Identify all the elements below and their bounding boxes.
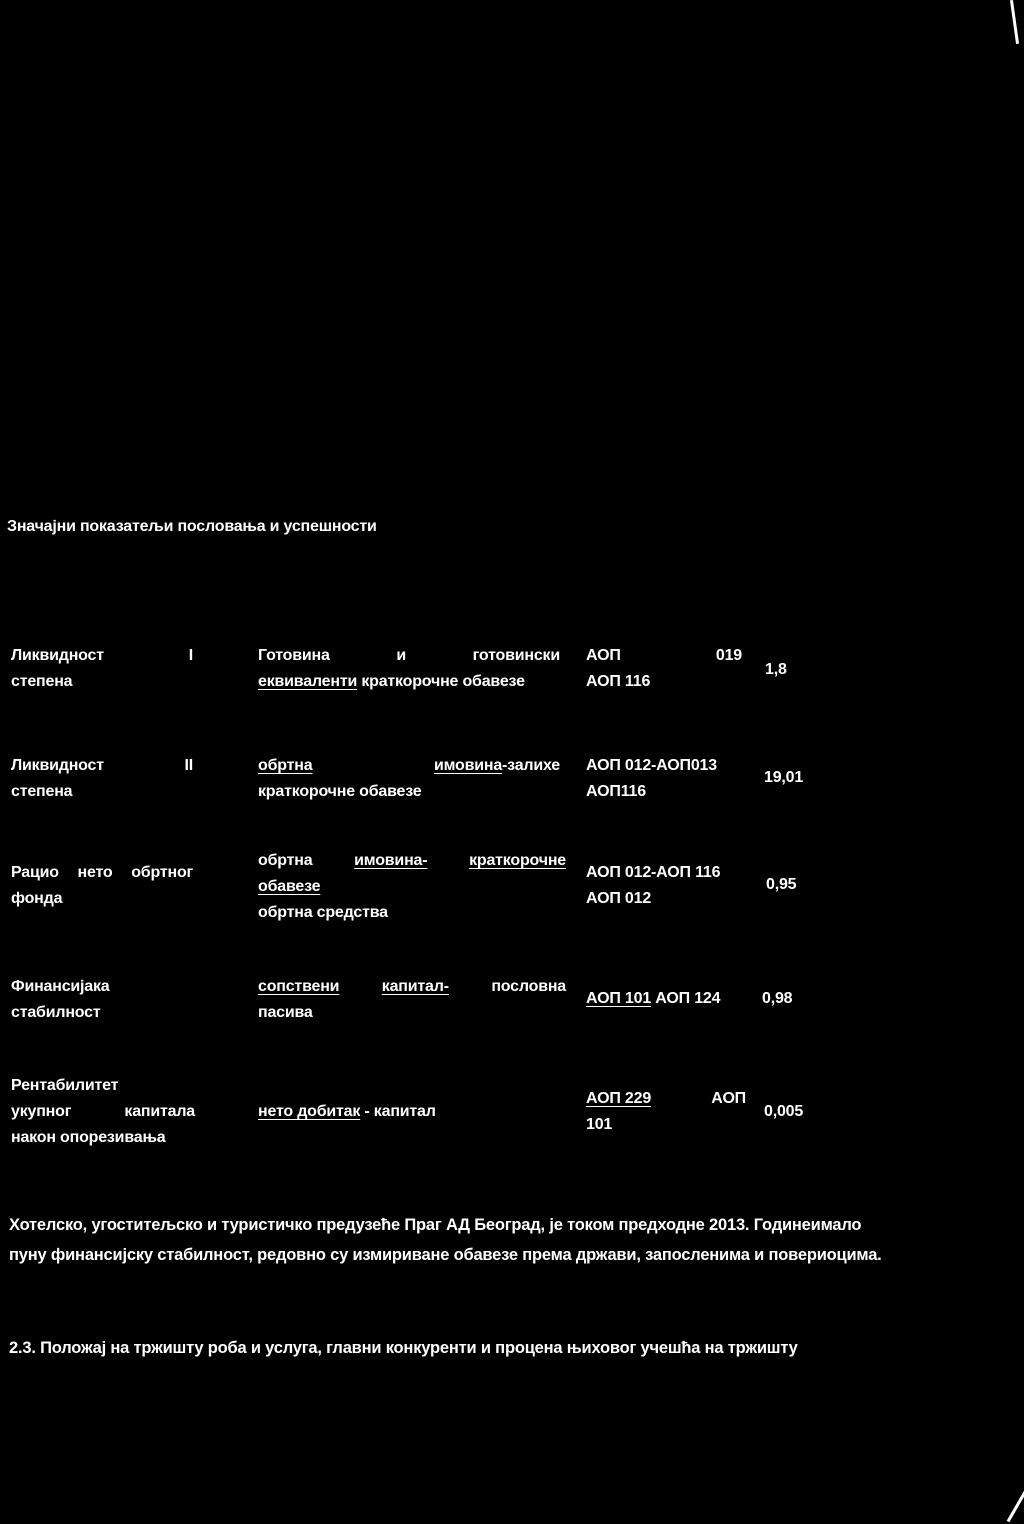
text: имовина bbox=[433, 757, 503, 774]
indicator-value: 19,01 bbox=[764, 769, 804, 786]
indicator-name-line1: Рентабилитет bbox=[11, 1077, 119, 1094]
aop-line2: 101 bbox=[586, 1116, 613, 1133]
text: -залихе bbox=[502, 757, 560, 774]
indicator-name-line2: степена bbox=[11, 673, 73, 690]
text: АОП bbox=[586, 647, 621, 664]
text: Готовина bbox=[258, 647, 330, 664]
aop-line1: АОП 012-АОП013 bbox=[586, 757, 717, 774]
text: обртна bbox=[258, 757, 313, 774]
text: II bbox=[184, 757, 193, 774]
aop-line1: АОП 012-АОП 116 bbox=[586, 864, 721, 881]
text: укупног bbox=[11, 1103, 72, 1120]
text: капитала bbox=[124, 1103, 195, 1120]
formula-line2: обавезе bbox=[258, 878, 321, 895]
aop-line bbox=[586, 990, 720, 1008]
indicator-name-line2: фонда bbox=[11, 890, 63, 907]
indicator-name-line1 bbox=[11, 864, 193, 882]
text: обртна bbox=[258, 852, 313, 869]
formula-line2: краткорочне обавезе bbox=[258, 783, 422, 800]
text: готовински bbox=[472, 647, 560, 664]
formula-line3: обртна средства bbox=[258, 904, 388, 921]
formula-line1 bbox=[258, 852, 566, 870]
text: обртног bbox=[131, 864, 193, 881]
text: пословна bbox=[491, 978, 566, 995]
text: АОП 124 bbox=[655, 990, 721, 1007]
formula-line bbox=[258, 1103, 436, 1121]
text: нето добитак bbox=[258, 1103, 361, 1120]
formula-line1 bbox=[258, 978, 566, 996]
text: АОП 101 bbox=[586, 990, 652, 1007]
indicator-name-line1 bbox=[11, 647, 193, 665]
formula-line1 bbox=[258, 647, 560, 665]
indicator-value: 0,98 bbox=[762, 990, 793, 1007]
indicator-value: 1,8 bbox=[765, 661, 787, 678]
indicator-name-line2: стабилност bbox=[11, 1004, 101, 1021]
text: Ликвидност bbox=[11, 647, 104, 664]
indicator-name-line1 bbox=[11, 757, 193, 775]
indicator-value: 0,005 bbox=[764, 1103, 804, 1120]
text: имовина- bbox=[354, 852, 428, 869]
text: еквиваленти bbox=[258, 673, 358, 690]
scan-edge-mark-top-right bbox=[1010, 0, 1019, 44]
text: Рацио bbox=[11, 864, 59, 881]
indicator-name-line2: степена bbox=[11, 783, 73, 800]
text: капитал- bbox=[381, 978, 449, 995]
section-heading: 2.3. Положај на тржишту роба и услуга, главни конкуренти и процена њиховог учешћа на тржишту bbox=[9, 1339, 798, 1357]
indicator-name-line3: након опорезивања bbox=[11, 1129, 166, 1146]
aop-line2: АОП 012 bbox=[586, 890, 652, 907]
indicator-name-line1: Финансијака bbox=[11, 978, 110, 995]
text: краткорочне обавезе bbox=[361, 673, 525, 690]
formula-line2: пасива bbox=[258, 1004, 313, 1021]
text: сопствени bbox=[258, 978, 340, 995]
text: АОП 229 bbox=[586, 1090, 652, 1107]
paragraph-line2: пуну финансијску стабилност, редовно су измириване обавезе према држави, запосленима и повериоцима. bbox=[9, 1246, 882, 1264]
indicator-name-line2 bbox=[11, 1103, 195, 1121]
aop-line1 bbox=[586, 647, 742, 665]
text: I bbox=[188, 647, 193, 664]
indicator-value: 0,95 bbox=[766, 876, 797, 893]
page-heading: Значајни показатељи пословања и успешности bbox=[7, 518, 377, 535]
text: нето bbox=[77, 864, 113, 881]
text: АОП bbox=[711, 1090, 746, 1107]
aop-line1 bbox=[586, 1090, 746, 1108]
paragraph-line1: Хотелско, угоститељско и туристичко предузеће Праг АД Београд, је током предходне 2013. Годинеимало bbox=[9, 1216, 862, 1234]
text: Ликвидност bbox=[11, 757, 104, 774]
aop-line2: АОП116 bbox=[586, 783, 646, 800]
text: краткорочне bbox=[469, 852, 566, 869]
text: и bbox=[396, 647, 406, 664]
text: - капитал bbox=[360, 1103, 436, 1120]
scan-edge-mark-bottom-right bbox=[1007, 1488, 1024, 1522]
formula-line2 bbox=[258, 673, 525, 691]
formula-line1 bbox=[258, 757, 560, 775]
aop-line2: АОП 116 bbox=[586, 673, 651, 690]
text: 019 bbox=[715, 647, 742, 664]
